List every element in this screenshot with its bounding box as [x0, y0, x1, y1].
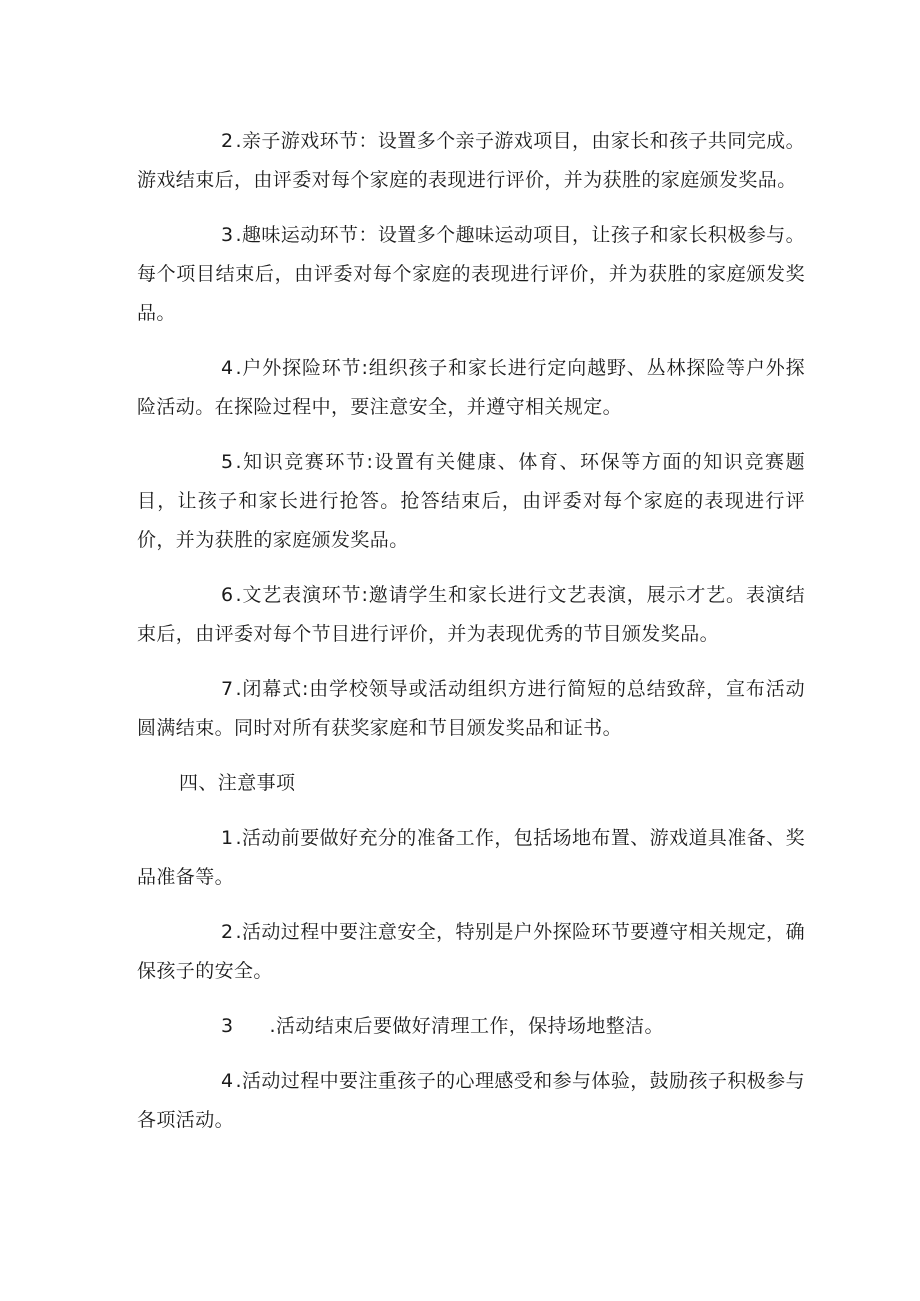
section-text: .趣味运动环节：设置多个趣味运动项目，让孩子和家长积极参与。每个项目结束后，由评委对每个家庭的表现进行评价，并为获胜的家庭颁发奖品。 [137, 224, 805, 324]
note-paragraph-2 [137, 913, 805, 991]
section-paragraph-3 [137, 216, 805, 333]
section-text: .闭幕式:由学校领导或活动组织方进行简短的总结致辞，宣布活动圆满结束。同时对所有获奖家庭和节目颁发奖品和证书。 [137, 678, 805, 739]
section-number: 7 [221, 678, 234, 700]
section-number: 2 [221, 130, 234, 152]
section-paragraph-5 [137, 443, 805, 560]
section-text: .亲子游戏环节：设置多个亲子游戏项目，由家长和孩子共同完成。游戏结束后，由评委对每个家庭的表现进行评价，并为获胜的家庭颁发奖品。 [137, 130, 805, 191]
note-text: .活动过程中要注重孩子的心理感受和参与体验，鼓励孩子积极参与各项活动。 [137, 1070, 805, 1131]
section-text: .知识竞赛环节:设置有关健康、体育、环保等方面的知识竞赛题目，让孩子和家长进行抢答。抢答结束后，由评委对每个家庭的表现进行评价，并为获胜的家庭颁发奖品。 [137, 451, 805, 551]
section-text: .文艺表演环节:邀请学生和家长进行文艺表演，展示才艺。表演结束后，由评委对每个节目进行评价，并为表现优秀的节目颁发奖品。 [137, 584, 805, 645]
note-paragraph-3 [137, 1007, 805, 1046]
note-paragraph-4 [137, 1062, 805, 1140]
document-body [137, 122, 805, 1156]
note-number: 4 [221, 1070, 234, 1092]
section-paragraph-6 [137, 576, 805, 654]
note-text: .活动结束后要做好清理工作，保持场地整洁。 [269, 1015, 664, 1037]
section-paragraph-4 [137, 349, 805, 427]
section-number: 5 [221, 451, 234, 473]
note-paragraph-1 [137, 819, 805, 897]
section-paragraph-2 [137, 122, 805, 200]
section-number: 4 [221, 357, 234, 379]
note-number: 2 [221, 921, 234, 943]
section-text: .户外探险环节:组织孩子和家长进行定向越野、丛林探险等户外探险活动。在探险过程中，要注意安全，并遵守相关规定。 [137, 357, 805, 418]
section-number: 6 [221, 584, 234, 606]
note-text: .活动前要做好充分的准备工作，包括场地布置、游戏道具准备、奖品准备等。 [137, 827, 805, 888]
note-number: 1 [221, 827, 234, 849]
section-paragraph-7 [137, 670, 805, 748]
section-number: 3 [221, 224, 234, 246]
note-number: 3 [221, 1015, 234, 1037]
notes-heading: 四、注意事项 [179, 772, 296, 794]
note-text: .活动过程中要注意安全，特别是户外探险环节要遵守相关规定，确保孩子的安全。 [137, 921, 805, 982]
